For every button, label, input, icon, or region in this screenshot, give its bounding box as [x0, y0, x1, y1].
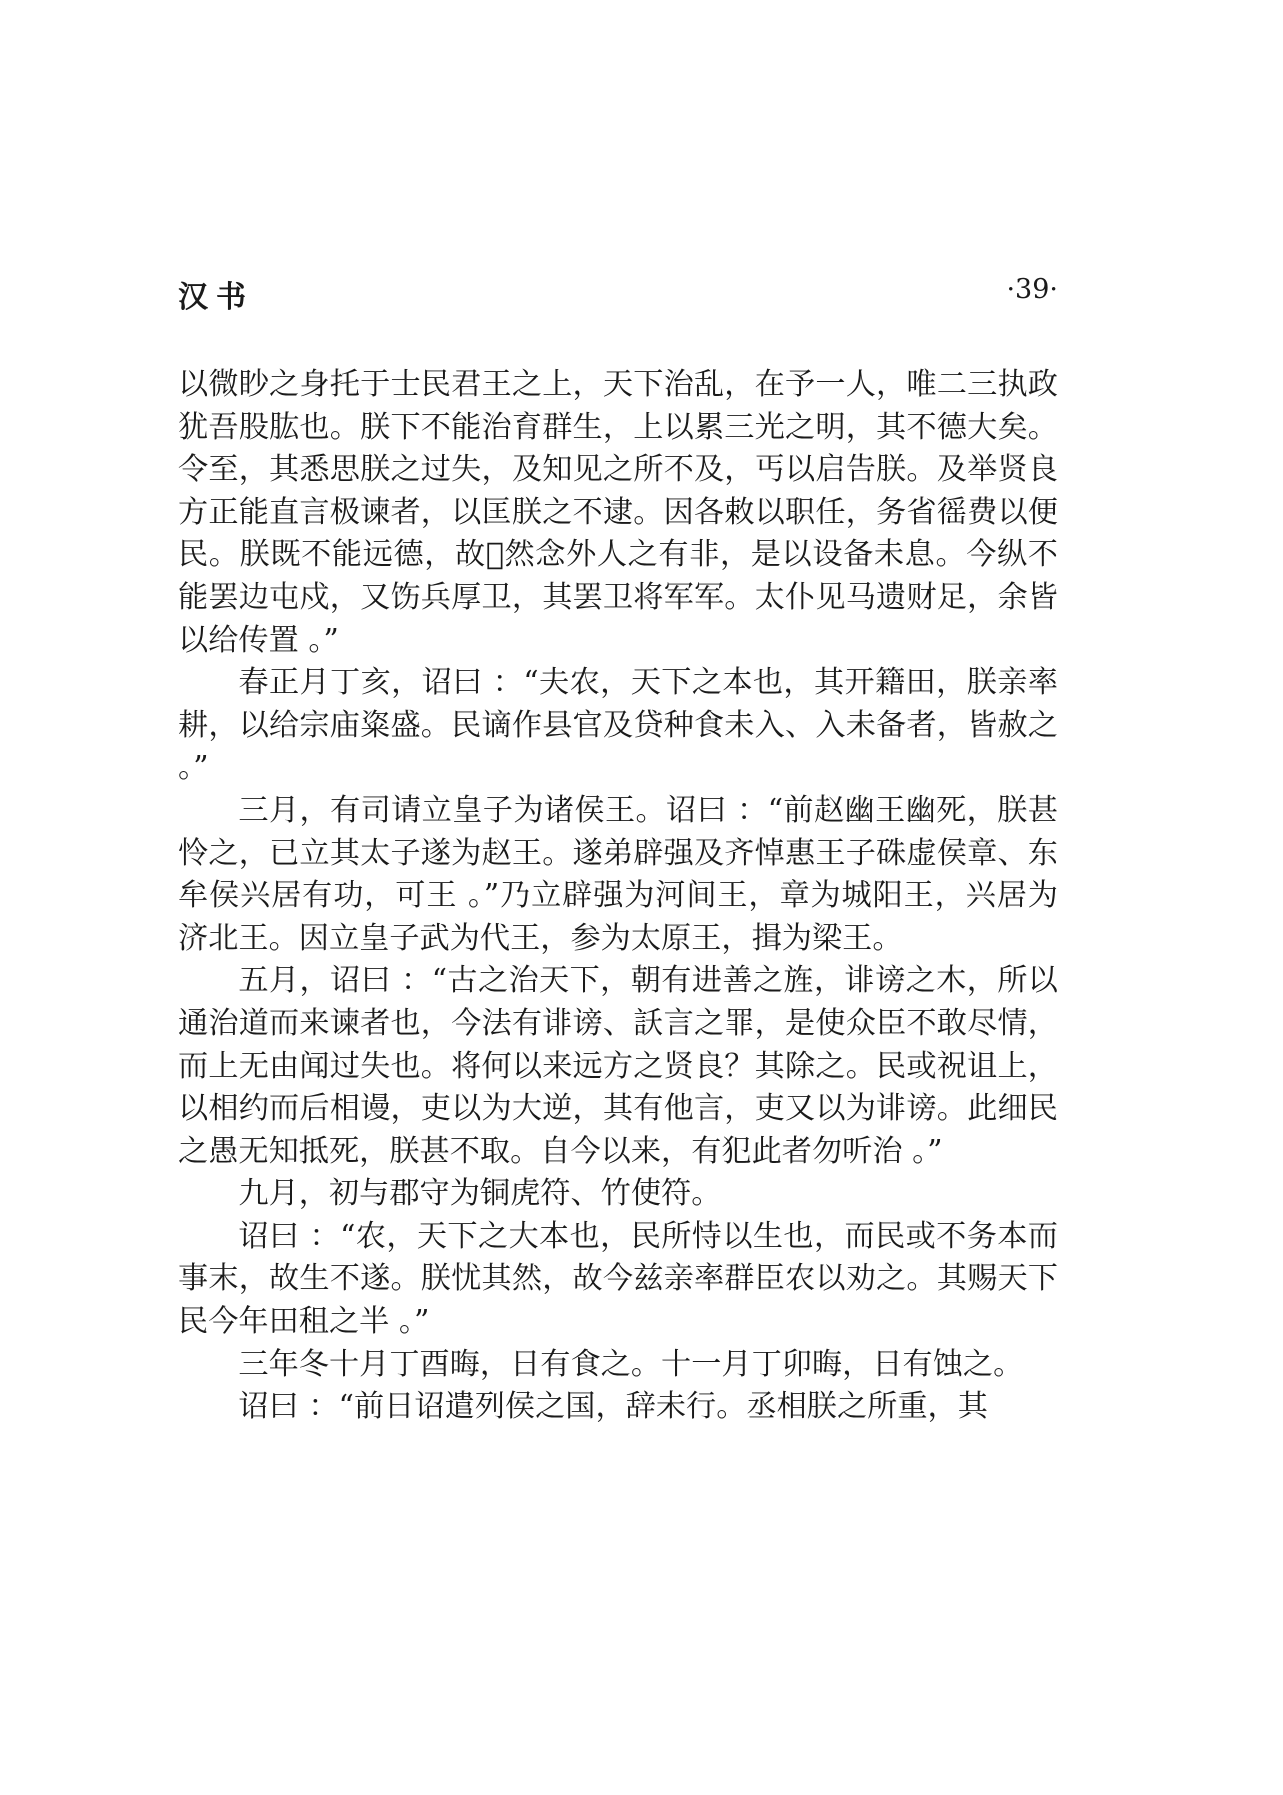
paragraph: 诏曰 ：“前日诏遣列侯之国，辞未行。丞相朕之所重，其: [238, 1389, 988, 1425]
page-number: ·39·: [1006, 274, 1058, 305]
paragraph: 以微眇之身托于士民君王之上，天下治乱，在予一人，唯二三执政犹吾股肱也。朕下不能治育群生，上以累三光之明，其不德大矣。令至，其悉思朕之过失，及知见之所不及，丐以启告朕。及举贤良方正能直言极谏者，以匡朕之不逮。因各敕以职任，务省徭费以便民。朕既不能远德，故𫺗然念外人之有非，是以设备未息。今纵不能罢边屯戍，又饬兵厚卫，其罢卫将军军。太仆见马遗财足，余皆以给传置 。”: [178, 367, 1058, 658]
paragraph: 诏曰 ：“农，天下之大本也，民所恃以生也，而民或不务本而事末，故生不遂。朕忧其然，故今兹亲率群臣农以劝之。其赐天下民今年田租之半 。”: [178, 1218, 1058, 1340]
page-header: [178, 272, 1058, 315]
paragraph: 三月，有司请立皇子为诸侯王。诏曰 ：“前赵幽王幽死，朕甚怜之，已立其太子遂为赵王。遂弟辟强及齐悼惠王子硃虚侯章、东牟侯兴居有功，可王 。”乃立辟强为河间王，章为城阳王，兴居为济北王。因立皇子武为代王，参为太原王，揖为梁王。: [178, 792, 1058, 956]
book-page: [178, 272, 1058, 1429]
book-title: 汉书: [178, 280, 254, 315]
body-text: [178, 364, 1058, 1429]
paragraph: 五月，诏曰 ：“古之治天下，朝有进善之旌，诽谤之木，所以通治道而来谏者也，今法有诽谤、訞言之罪，是使众臣不敢尽情，而上无由闻过失也。将何以来远方之贤良？其除之。民或祝诅上，以相约而后相谩，吏以为大逆，其有他言，吏又以为诽谤。此细民之愚无知抵死，朕甚不取。自今以来，有犯此者勿听治 。”: [178, 963, 1058, 1169]
paragraph: 九月，初与郡守为铜虎符、竹使符。: [238, 1176, 722, 1212]
paragraph: 春正月丁亥，诏曰 ：“夫农，天下之本也，其开籍田，朕亲率耕，以给宗庙粢盛。民谪作县官及贷种食未入、入未备者，皆赦之 。”: [178, 665, 1058, 786]
paragraph: 三年冬十月丁酉晦，日有食之。十一月丁卯晦，日有蚀之。: [238, 1346, 1024, 1382]
